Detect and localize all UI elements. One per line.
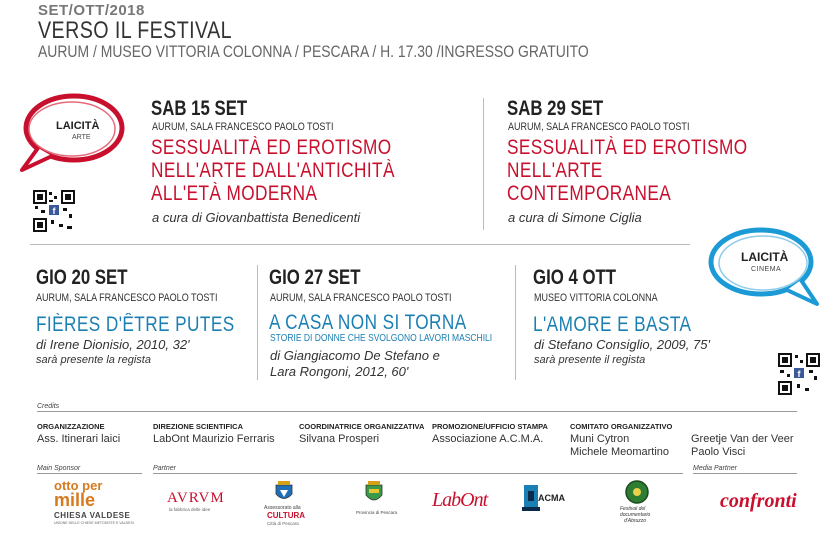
credit-name-comitato-4: Paolo Visci — [691, 446, 746, 458]
event2-curator: a cura di Simone Ciglia — [508, 210, 642, 225]
credits-divider — [37, 411, 797, 412]
comune-pescara-line3: Città di Pescara — [267, 521, 299, 526]
event3-detail: di Irene Dionisio, 2010, 32' — [36, 337, 190, 352]
event2-date: SAB 29 SET — [507, 97, 604, 120]
header-date: SET/OTT/2018 — [38, 2, 145, 19]
festival-line2: documentario — [620, 512, 651, 518]
event3-date: GIO 20 SET — [36, 266, 128, 289]
event5-venue: MUSEO VITTORIA COLONNA — [534, 292, 658, 304]
event4-title: A CASA NON SI TORNA — [269, 311, 467, 334]
credit-role-coordinatrice: COORDINATRICE ORGANIZZATIVA — [299, 422, 425, 431]
speech-bubble-red-icon — [8, 86, 136, 178]
credit-role-direzione: DIREZIONE SCIENTIFICA — [153, 422, 244, 431]
event1-curator: a cura di Giovanbattista Benedicenti — [152, 210, 361, 225]
event3-note: sarà presente la regista — [36, 354, 151, 366]
event2-title-line2: NELL'ARTE — [507, 159, 603, 182]
event4-detail-line1: di Giangiacomo De Stefano e — [270, 348, 440, 363]
provincia-crest-icon — [364, 481, 384, 505]
otto-per-mille-logo — [52, 478, 132, 534]
partner-label: Partner — [153, 465, 176, 472]
festival-documentario-logo — [614, 479, 662, 531]
event1-date: SAB 15 SET — [151, 97, 248, 120]
festival-line1: Festival del — [620, 506, 646, 512]
acma-logo — [520, 483, 566, 529]
comune-pescara-line1: Assessorato alla — [264, 505, 301, 511]
divider-bottom-2 — [515, 265, 516, 380]
main-sponsor-label: Main Sponsor — [37, 465, 81, 472]
aurum-logo-text: AVRVM — [167, 490, 225, 506]
credits-label: Credits — [37, 403, 60, 410]
event3-title: FIÈRES D'ÊTRE PUTES — [36, 313, 235, 336]
event5-date: GIO 4 OTT — [533, 266, 617, 289]
labont-logo: LabOnt — [432, 489, 488, 511]
event1-venue: AURUM, SALA FRANCESCO PAOLO TOSTI — [152, 121, 334, 133]
credit-name-comitato-3: Greetje Van der Veer — [691, 433, 794, 445]
divider-bottom-1 — [257, 265, 258, 380]
event4-subtitle: STORIE DI DONNE CHE SVOLGONO LAVORI MASCHILI — [270, 333, 493, 344]
aurum-logo — [163, 490, 229, 520]
otto-per-mille-mille: mille — [54, 490, 96, 510]
event3-venue: AURUM, SALA FRANCESCO PAOLO TOSTI — [36, 292, 218, 304]
credit-role-organizzazione: ORGANIZZAZIONE — [37, 422, 105, 431]
svg-text:f: f — [52, 206, 56, 216]
event1-title-line3: ALL'ETÀ MODERNA — [151, 182, 318, 205]
arte-bubble-sub: ARTE — [72, 134, 91, 141]
otto-per-mille-church: CHIESA VALDESE — [54, 511, 131, 520]
cinema-bubble-main: LAICITÀ — [741, 250, 789, 264]
qr-code-right-icon — [778, 353, 820, 395]
credit-role-promozione: PROMOZIONE/UFFICIO STAMPA — [432, 422, 548, 431]
event5-title: L'AMORE E BASTA — [533, 313, 692, 336]
sponsor-divider-1 — [37, 473, 142, 474]
otto-per-mille-small: UNIONE DELLE CHIESE METODISTE E VALDESI — [54, 521, 134, 525]
event5-note: sarà presente il regista — [534, 354, 646, 366]
sponsor-divider-3 — [693, 473, 797, 474]
credit-name-comitato-2: Michele Meomartino — [570, 446, 670, 458]
aurum-logo-small: la fabbrica delle idee — [169, 507, 211, 512]
credit-name-promozione: Associazione A.C.M.A. — [432, 433, 544, 445]
divider-middle — [30, 244, 690, 245]
event4-date: GIO 27 SET — [269, 266, 361, 289]
event4-detail-line2: Lara Rongoni, 2012, 60' — [270, 364, 409, 379]
media-partner-label: Media Partner — [693, 465, 737, 472]
confronti-logo: confronti — [720, 490, 797, 512]
cinema-bubble-sub: CINEMA — [751, 266, 782, 273]
header-title: VERSO IL FESTIVAL — [38, 17, 232, 44]
credit-name-coordinatrice: Silvana Prosperi — [299, 433, 380, 445]
festival-line3: d'Abruzzo — [624, 518, 647, 524]
pescara-crest-icon — [274, 481, 294, 503]
otto-per-mille-top: otto per — [54, 478, 103, 493]
event2-title-line3: CONTEMPORANEA — [507, 182, 672, 205]
event1-title-line1: SESSUALITÀ ED EROTISMO — [151, 136, 392, 159]
svg-text:f: f — [797, 369, 801, 379]
event5-detail: di Stefano Consiglio, 2009, 75' — [534, 337, 710, 352]
event2-title-line1: SESSUALITÀ ED EROTISMO — [507, 136, 748, 159]
credit-name-comitato-1: Muni Cytron — [570, 433, 630, 445]
arte-bubble-main: LAICITÀ — [56, 120, 100, 132]
event2-venue: AURUM, SALA FRANCESCO PAOLO TOSTI — [508, 121, 690, 133]
sponsor-divider-2 — [153, 473, 683, 474]
event1-title-line2: NELL'ARTE DALL'ANTICHITÀ — [151, 159, 395, 182]
acma-logo-text: ACMA — [538, 493, 565, 503]
comune-pescara-logo — [264, 481, 306, 531]
credit-name-direzione: LabOnt Maurizio Ferraris — [153, 433, 275, 445]
laicita-cinema-bubble — [697, 222, 829, 314]
provincia-pescara-text: Provincia di Pescara — [356, 510, 398, 515]
qr-code-left-icon — [33, 190, 75, 232]
provincia-pescara-logo — [353, 481, 399, 527]
festival-reel-icon — [624, 479, 650, 505]
event4-venue: AURUM, SALA FRANCESCO PAOLO TOSTI — [270, 292, 452, 304]
credit-name-organizzazione: Ass. Itinerari laici — [37, 433, 121, 445]
laicita-arte-bubble — [8, 86, 136, 178]
credit-role-comitato: COMITATO ORGANIZZATIVO — [570, 422, 673, 431]
divider-top — [483, 98, 484, 230]
header-venue: AURUM / MUSEO VITTORIA COLONNA / PESCARA / H. 17.30 /INGRESSO GRATUITO — [38, 42, 589, 61]
comune-pescara-line2: CULTURA — [267, 511, 306, 520]
